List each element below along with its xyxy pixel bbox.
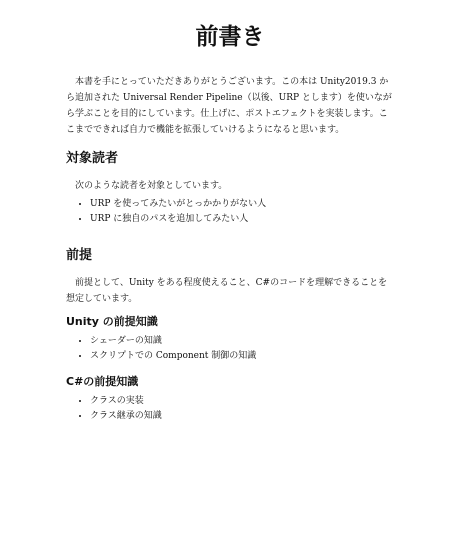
prereq-section [66, 247, 394, 265]
unity-prereq-section [66, 314, 394, 364]
csharp-prereq-heading: C#の前提知識 [66, 375, 139, 388]
list-item: • スクリプトでの Component 制御の知識 [90, 349, 394, 364]
intro-paragraph: 本書を手にとっていただきありがとうございます。この本は Unity2019.3 から追加された Universal Render Pipeline（以後、URP とします）を使いながら学ぶことを目的にしています。仕上げに、ポストエフェクトを実装します。ここまでできれば自力で機能を拡張していけるようになると思います。 [66, 77, 392, 135]
audience-body [66, 178, 394, 227]
page-title: 前書き [195, 24, 265, 50]
audience-section [66, 150, 394, 168]
prereq-body [66, 275, 394, 307]
list-item: • クラス継承の知識 [90, 409, 394, 424]
unity-prereq-heading: Unity の前提知識 [66, 315, 158, 328]
list-item: • シェーダーの知識 [90, 334, 394, 349]
prereq-heading: 前提 [66, 248, 93, 263]
audience-list [66, 197, 394, 227]
unity-prereq-list [66, 334, 394, 364]
csharp-prereq-section [66, 374, 394, 424]
list-item: • URP に独自のパスを追加してみたい人 [90, 212, 394, 227]
intro-section [66, 74, 394, 138]
prereq-lead: 前提として、Unity をある程度使えること、C#のコードを理解できることを想定しています。 [66, 278, 388, 304]
list-item: • URP を使ってみたいがとっかかりがない人 [90, 197, 394, 212]
list-item: • クラスの実装 [90, 394, 394, 409]
csharp-prereq-list [66, 394, 394, 424]
audience-lead: 次のような読者を対象としています。 [75, 181, 228, 191]
audience-heading: 対象読者 [66, 151, 119, 166]
